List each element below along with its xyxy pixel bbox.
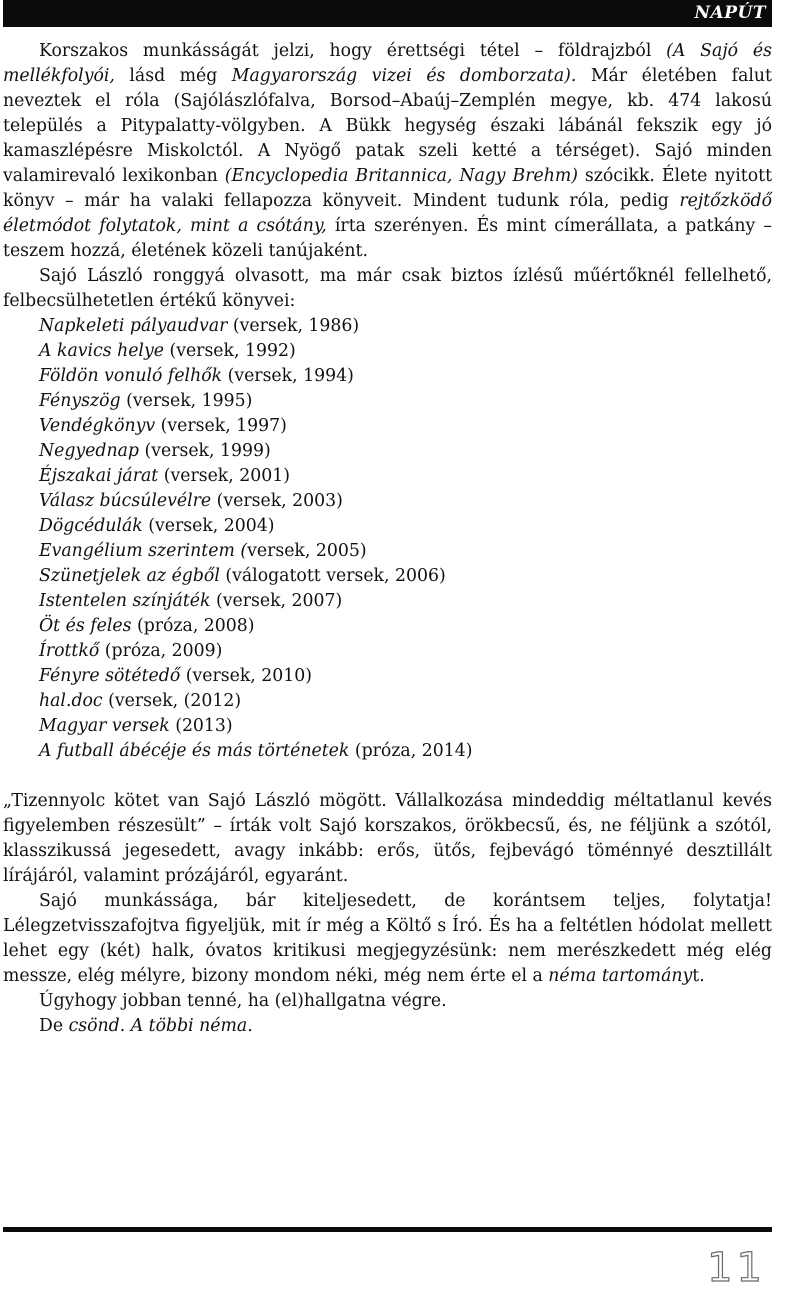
book-list-item (39, 564, 772, 589)
page-number: 11 (707, 1245, 766, 1291)
header-bar (3, 0, 772, 27)
book-note: (versek, 1999) (138, 441, 271, 461)
book-list-item (39, 589, 772, 614)
book-title: Földön vonuló felhők (39, 366, 223, 386)
book-list-item (39, 639, 772, 664)
book-title: Evangélium szerintem ( (39, 541, 248, 561)
book-list-item (39, 339, 772, 364)
text-run: szócikk. Élete nyitott könyv – már ha valaki fellapozza könyveit. Mindent tudunk róla, pedig (3, 166, 773, 211)
book-list-item (39, 714, 772, 739)
italic-run: Magyarország vizei és domborzata). (231, 66, 577, 86)
book-note: (2013) (169, 716, 233, 736)
book-title: Istentelen színjáték (39, 591, 211, 611)
book-note: (versek, 1994) (222, 366, 354, 386)
book-title: Válasz búcsúlevélre (39, 491, 212, 511)
book-title: Fényre sötétedő (39, 666, 181, 686)
book-title: Negyednap (39, 441, 139, 461)
paragraph-critique (3, 889, 772, 989)
book-note: (versek, (2012) (102, 691, 242, 711)
text-run: De (39, 1016, 69, 1036)
text-run: lásd még (114, 66, 232, 86)
book-list-item (39, 414, 772, 439)
book-list-item (39, 389, 772, 414)
article-body (3, 39, 772, 1039)
book-title: A kavics helye (39, 341, 164, 361)
book-title: Írottkő (39, 641, 100, 661)
spacer (3, 764, 772, 789)
book-note: (versek, 2001) (158, 466, 290, 486)
italic-run: csönd. A többi néma. (68, 1016, 253, 1036)
book-title: Dögcédulák (39, 516, 143, 536)
book-note: (versek, 1986) (227, 316, 360, 336)
book-title: Öt és feles (39, 616, 132, 636)
book-list-item (39, 514, 772, 539)
paragraph-quote: „Tizennyolc kötet van Sajó László mögött. Vállalkozása mindeddig méltatlanul kevés figyelemben részesült” – írták volt Sajó korszakos, örökbecsű, és, ne féljünk a szótól, klasszikussá jegesedett, avagy inkább: erős, ütős, fejbevágó töménnyé desztillált lírájáról, valamint prózájáról, egyaránt. (3, 791, 772, 886)
book-list-item (39, 314, 772, 339)
book-title: A futball ábécéje és más történetek (39, 741, 350, 761)
book-list-item (39, 439, 772, 464)
book-list-item (39, 364, 772, 389)
book-note: (próza, 2009) (99, 641, 223, 661)
text-run: Sajó munkássága, bár kiteljesedett, de korántsem teljes, folytatja! Lélegzetvisszafojtva figyeljük, mit ír még a Költő s Író. És ha a feltétlen hódolat mellett lehet egy (két) halk, óvatos kritikusi megjegyzésünk: nem merészkedett még elég messze, elég mélyre, bizony mondom néki, még nem érte el a (3, 891, 772, 986)
book-list-item (39, 614, 772, 639)
book-list (3, 314, 772, 764)
italic-run: (Encyclopedia Britannica, Nagy Brehm) (224, 166, 578, 186)
text-run: Már életében falut neveztek el róla (Sajólászlófalva, Borsod–Abaúj–Zemplén megye, kb. 474 lakosú település a Pitypalatty-völgyben. A Bükk hegység északi lábánál fekszik egy jó kamaszlépésre Miskolctól. A Nyögő patak szeli ketté a térséget). Sajó minden valamirevaló lexikonban (3, 66, 772, 186)
book-note: (versek, 1997) (155, 416, 287, 436)
book-list-item (39, 464, 772, 489)
italic-run: (A Sajó és mellékfolyói, (3, 41, 772, 86)
paragraph-intro (3, 39, 772, 264)
book-title: Napkeleti pályaudvar (39, 316, 228, 336)
text-run: t. (692, 966, 705, 986)
paragraph-closing: Úgyhogy jobban tenné, ha (el)hallgatna végre. (39, 991, 447, 1011)
book-note: (próza, 2008) (131, 616, 255, 636)
book-list-item (39, 689, 772, 714)
book-note: (versek, 2007) (210, 591, 343, 611)
book-note: (versek, 2004) (142, 516, 275, 536)
book-note: (versek, 1992) (163, 341, 296, 361)
book-list-item (39, 489, 772, 514)
book-list-item (39, 739, 772, 764)
paragraph-final (3, 1014, 772, 1039)
text-run: Korszakos munkásságát jelzi, hogy érettségi tétel – földrajzból (39, 41, 667, 61)
book-list-item (39, 664, 772, 689)
book-note: (próza, 2014) (349, 741, 473, 761)
italic-run: rejtőzködő életmódot folytatok, mint a csótány, (3, 191, 772, 236)
book-note: versek, 2005) (247, 541, 367, 561)
book-title: Vendégkönyv (39, 416, 156, 436)
book-title: Szünetjelek az égből (39, 566, 220, 586)
book-title: hal.doc (39, 691, 103, 711)
book-note: (versek, 1995) (120, 391, 253, 411)
paragraph-books-intro: Sajó László ronggyá olvasott, ma már csak biztos ízlésű műértőknél fellelhető, felbecsülhetetlen értékű könyvei: (3, 266, 772, 311)
book-title: Magyar versek (39, 716, 170, 736)
text-run: írta szerényen. És mint címerállata, a patkány – teszem hozzá, életének közeli tanújaként. (3, 216, 772, 261)
book-note: (versek, 2003) (211, 491, 343, 511)
magazine-logo: NAPÚT (694, 3, 766, 23)
italic-run: néma tartomány (548, 966, 693, 986)
book-title: Fényszög (39, 391, 121, 411)
footer-rule (3, 1227, 772, 1232)
book-note: (válogatott versek, 2006) (219, 566, 446, 586)
book-title: Éjszakai járat (39, 466, 159, 486)
book-list-item (39, 539, 772, 564)
book-note: (versek, 2010) (180, 666, 312, 686)
